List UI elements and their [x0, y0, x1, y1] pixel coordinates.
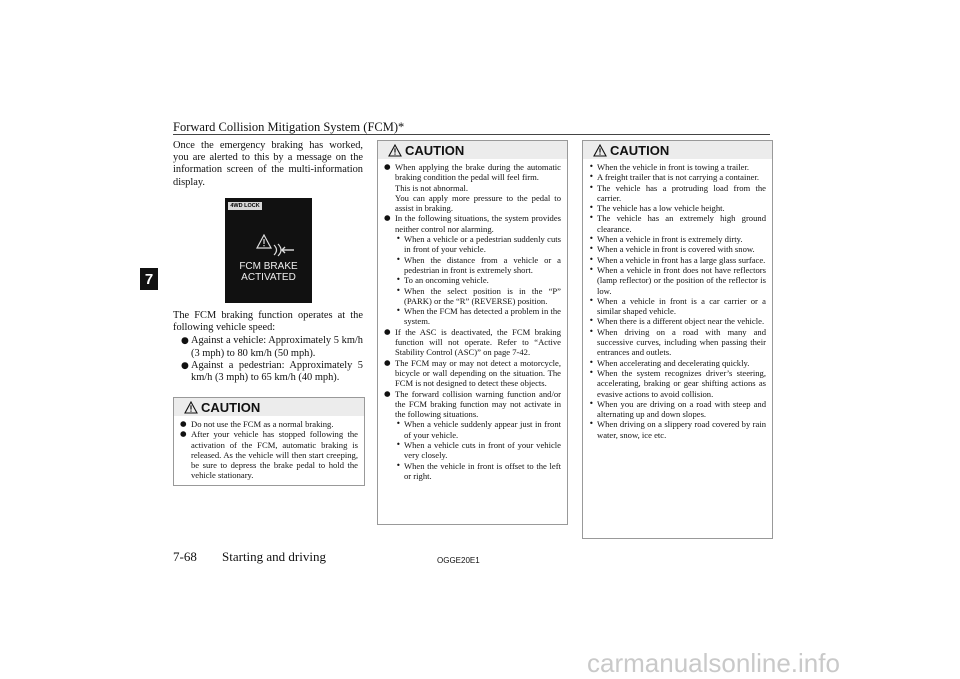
watermark: carmanualsonline.info — [587, 648, 840, 678]
bullet-icon: • — [589, 234, 594, 244]
caution-item: ● The forward collision warning function and/or the FCM braking function may not activate in the following situations. — [384, 388, 561, 420]
speed-section — [173, 310, 363, 384]
caution-title: CAUTION — [610, 142, 670, 158]
caution-subitem: • When the FCM has detected a problem in the system. — [396, 306, 561, 327]
running-header-title: Forward Collision Mitigation System (FCM)* — [173, 120, 405, 134]
bullet-icon: • — [589, 316, 594, 326]
bullet-icon: • — [589, 419, 594, 429]
speed-item-pedestrian: ● Against a pedestrian: Approximately 5 km/h (3 mph) to 65 km/h (40 mph). — [181, 359, 363, 384]
fcm-brake-activated-message — [225, 261, 312, 283]
caution-3-list — [583, 159, 772, 444]
caution-subitem: • A freight trailer that is not carrying a container. — [589, 172, 760, 183]
bullet-icon: • — [589, 264, 594, 274]
header-rule — [173, 134, 770, 135]
footer-section-title: Starting and driving — [222, 549, 326, 564]
caution-item: ● When applying the brake during the automatic braking condition the pedal will feel firm. This is not abnormal. You can apply more pressure to the pedal to assist in braking. — [384, 162, 561, 214]
caution-item: ● The FCM may or may not detect a motorcycle, bicycle or wall depending on the situation. The FCM is not designed to detect these objects. — [384, 357, 561, 389]
caution-item: ● After your vehicle has stopped following the activation of the FCM, automatic braking is released. As the vehicle will then start creeping, be sure to depress the brake pedal to hold the vehicle stationary. — [180, 429, 358, 481]
caution-item: ● Do not use the FCM as a normal braking. — [180, 419, 334, 429]
speed-item-vehicle: ● Against a vehicle: Approximately 5 km/h (3 mph) to 80 km/h (50 mph). — [181, 335, 363, 359]
caution-triangle-icon — [184, 401, 198, 414]
bullet-icon: • — [589, 295, 594, 305]
multi-information-display-image — [225, 198, 312, 303]
fcm-radar-icon — [270, 242, 296, 260]
caution-subitem: • When driving on a road with many and successive curves, including when passing their entrances and outlets. — [589, 326, 766, 358]
caution-subitem: • When the select position is in the “P” (PARK) or the “R” (REVERSE) position. — [396, 285, 561, 306]
speed-list — [173, 335, 363, 384]
caution-subitem: • When a vehicle in front is a car carrier or a similar shaped vehicle. — [589, 295, 766, 317]
caution-triangle-icon — [593, 144, 607, 157]
bullet-icon: • — [589, 398, 594, 408]
caution-subitem: • When the vehicle in front is offset to the left or right. — [396, 460, 561, 481]
chapter-tab[interactable]: 7 — [140, 268, 158, 290]
caution-subitem: • To an oncoming vehicle. — [396, 275, 489, 286]
bullet-icon: • — [589, 213, 594, 223]
bullet-icon: • — [589, 367, 594, 377]
bullet-icon: • — [589, 326, 594, 336]
caution-subitem: • When a vehicle or a pedestrian suddenly cuts in front of your vehicle. — [396, 234, 561, 255]
caution-subitem: • When there is a different object near the vehicle. — [589, 316, 765, 327]
bullet-icon: • — [589, 357, 594, 367]
caution-box-2 — [377, 140, 568, 525]
caution-subitem: • When a vehicle in front has a large glass surface. — [589, 254, 766, 265]
footer-page-number: 7-68 — [173, 549, 197, 564]
footer-document-code: OGGE20E1 — [437, 556, 480, 565]
bullet-icon: • — [589, 182, 594, 192]
caution-title: CAUTION — [405, 142, 465, 158]
caution-subitem: • When you are driving on a road with steep and alternating up and down slopes. — [589, 398, 766, 420]
bullet-icon: • — [589, 244, 594, 254]
caution-subitem: • When driving on a slippery road covered by rain water, snow, ice etc. — [589, 419, 766, 440]
bullet-icon: • — [589, 162, 594, 171]
caution-subitem: • When the system recognizes driver’s steering, accelerating, braking or gear shifting actions as evasive actions to avoid collision. — [589, 367, 766, 399]
caution-box-3 — [582, 140, 773, 539]
caution-triangle-icon — [388, 144, 402, 157]
column-1 — [173, 140, 363, 189]
4wd-lock-badge: 4WD LOCK — [228, 202, 262, 210]
caution-header — [583, 141, 772, 159]
caution-box-1 — [173, 397, 365, 486]
caution-subitem: • The vehicle has a low vehicle height. — [589, 203, 725, 214]
caution-subitem: • When accelerating and decelerating quickly. — [589, 357, 750, 368]
caution-title: CAUTION — [201, 399, 261, 415]
caution-subitem: • When a vehicle cuts in front of your vehicle very closely. — [396, 440, 561, 461]
intro-paragraph: Once the emergency braking has worked, you are alerted to this by a message on the information screen of the multi-information display. — [173, 140, 363, 188]
bullet-icon: ● — [181, 360, 189, 371]
bullet-icon: ● — [181, 336, 189, 347]
bullet-icon: • — [589, 172, 594, 182]
caution-subitem: • When a vehicle suddenly appear just in front of your vehicle. — [396, 419, 561, 440]
caution-subitem: • When a vehicle in front is covered with snow. — [589, 244, 755, 255]
bullet-icon: • — [589, 254, 594, 264]
caution-header — [174, 398, 364, 416]
caution-header — [378, 141, 567, 159]
caution-item: ● In the following situations, the system provides neither control nor alarming. — [384, 213, 561, 234]
caution-subitem: • When the vehicle in front is towing a trailer. — [589, 162, 750, 172]
display-line-1: FCM BRAKE — [239, 261, 298, 272]
caution-item: ● If the ASC is deactivated, the FCM braking function will not operate. Refer to “Active Stability Control (ASC)” on page 7-42. — [384, 326, 561, 358]
caution-subitem: • The vehicle has an extremely high ground clearance. — [589, 213, 766, 234]
bullet-icon: • — [589, 203, 594, 213]
display-line-2: ACTIVATED — [241, 272, 296, 283]
caution-subitem: • When a vehicle in front is extremely dirty. — [589, 234, 743, 245]
speed-paragraph: The FCM braking function operates at the following vehicle speed: — [173, 310, 363, 334]
caution-subitem: • When a vehicle in front does not have reflectors (lamp reflector) or the position of the reflector is low. — [589, 264, 766, 296]
caution-subitem: • The vehicle has a protruding load from the carrier. — [589, 182, 766, 203]
caution-subitem: • When the distance from a vehicle or a pedestrian in front is extremely short. — [396, 254, 561, 275]
